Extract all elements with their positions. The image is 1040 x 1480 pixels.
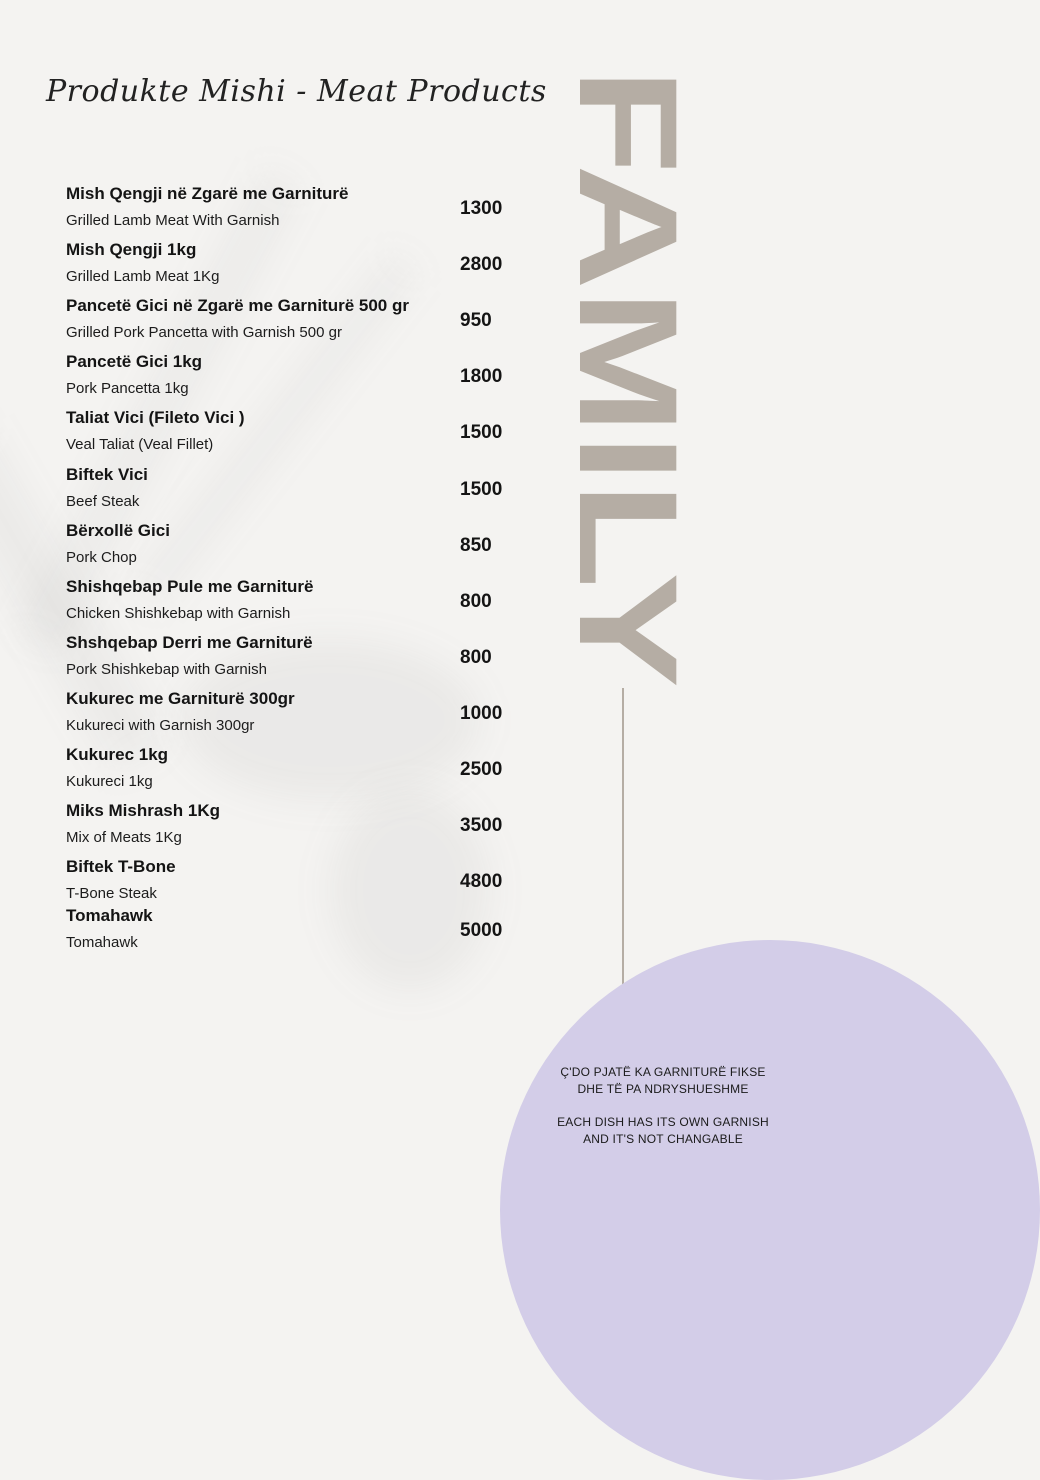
item-subtitle: Pork Chop [66,549,137,566]
item-price: 950 [460,310,492,331]
menu-item [0,521,560,577]
item-subtitle: Veal Taliat (Veal Fillet) [66,436,214,453]
menu-list [0,0,560,1200]
item-name: Biftek Vici [66,465,148,484]
item-subtitle: Beef Steak [66,493,140,510]
item-subtitle: Mix of Meats 1Kg [66,829,182,846]
menu-item [0,801,560,857]
item-subtitle: Tomahawk [66,934,138,951]
item-price: 4800 [460,871,503,892]
brand-wordmark: FAMILY [550,68,707,569]
item-price: 3500 [460,815,503,836]
menu-item [0,633,560,689]
menu-item [0,857,560,913]
note-line: EACH DISH HAS ITS OWN GARNISH [557,1115,769,1129]
accent-circle [500,940,1040,1480]
item-subtitle: Grilled Lamb Meat 1Kg [66,268,220,285]
menu-item [0,184,560,240]
item-subtitle: Kukureci 1kg [66,773,153,790]
menu-item [0,296,560,352]
item-name: Biftek T-Bone [66,857,176,876]
item-subtitle: Kukureci with Garnish 300gr [66,717,255,734]
item-name: Bërxollë Gici [66,521,170,540]
note-line: Ç'DO PJATË KA GARNITURË FIKSE [560,1065,766,1079]
item-price: 1800 [460,366,503,387]
item-name: Kukurec me Garniturë 300gr [66,689,295,708]
item-price: 1500 [460,479,503,500]
item-name: Miks Mishrash 1Kg [66,801,220,820]
item-name: Kukurec 1kg [66,745,169,764]
item-price: 850 [460,535,492,556]
item-name: Pancetë Gici 1kg [66,352,203,371]
menu-item [0,577,560,633]
brand-divider-line [622,688,624,1000]
item-name: Mish Qengji në Zgarë me Garniturë [66,184,349,203]
item-price: 1500 [460,422,503,443]
page-title: Produkte Mishi - Meat Products [46,74,547,109]
menu-item [0,352,560,408]
item-price: 2500 [460,759,503,780]
note-line: DHE TË PA NDRYSHUESHME [577,1082,749,1096]
menu-item [0,745,560,801]
item-price: 800 [460,591,492,612]
item-subtitle: Pork Pancetta 1kg [66,380,189,397]
item-name: Tomahawk [66,906,153,925]
menu-item [0,465,560,521]
menu-item [0,408,560,464]
menu-item [0,689,560,745]
item-subtitle: Grilled Pork Pancetta with Garnish 500 gr [66,324,342,341]
item-subtitle: Chicken Shishkebap with Garnish [66,605,291,622]
item-name: Taliat Vici (Fileto Vici ) [66,408,245,427]
item-price: 1000 [460,703,503,724]
brand-logo [550,68,707,688]
item-subtitle: Grilled Lamb Meat With Garnish [66,212,280,229]
menu-item [0,240,560,296]
item-name: Shishqebap Pule me Garniturë [66,577,314,596]
menu-item [0,906,560,962]
garnish-note-albanian [538,1064,788,1098]
item-price: 800 [460,647,492,668]
item-name: Shshqebap Derri me Garniturë [66,633,313,652]
note-line: AND IT'S NOT CHANGABLE [583,1132,743,1146]
garnish-note-english [538,1114,788,1148]
item-subtitle: Pork Shishkebap with Garnish [66,661,267,678]
item-name: Pancetë Gici në Zgarë me Garniturë 500 gr [66,296,409,315]
item-subtitle: T-Bone Steak [66,885,157,902]
item-price: 2800 [460,254,503,275]
item-price: 5000 [460,920,503,941]
item-name: Mish Qengji 1kg [66,240,197,259]
item-price: 1300 [460,198,503,219]
